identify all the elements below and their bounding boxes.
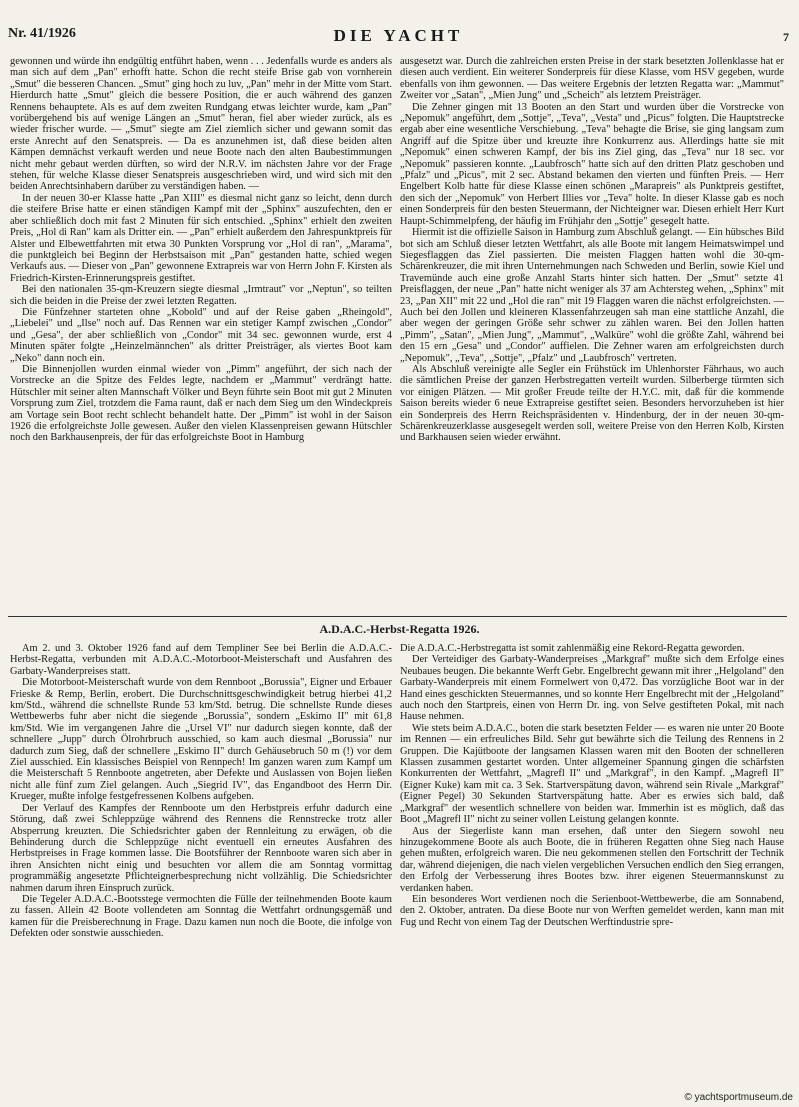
paragraph: ausgesetzt war. Durch die zahlreichen ersten Preise in der stark besetzten Jollenklasse hat er diesen auch verdient. Ein weiterer Sonderpreis für diese Klasse, vom HSV gegeben, wurde ebenfalls von ihm gewonnen. — Das weitere Ergebnis der letzten Regatta war: „Mammut" Zweiter vor „Satan", „Mien Jung" und „Scheich" als letztem Preisträger. (400, 56, 784, 102)
section-heading: A.D.A.C.-Herbst-Regatta 1926. (319, 622, 480, 636)
paragraph: Wie stets beim A.D.A.C., boten die stark besetzten Felder — es waren nie unter 20 Boote im Rennen — ein erfreuliches Bild. Sehr gut bewährte sich die Teilung des Rennens in 2 Gruppen. Die Kajütboote der langsamen Klassen waren mit den Booten der schnelleren Klassen zusammen gestartet worden. Unter allgemeiner Spannung gingen die schärfsten Konkurrenten der Wettfahrt, „Magrefl II" und „Markgraf", in den Kampf. „Magrefl II" (Eigner Kuke) kam mit ca. 3 Sek. Startverspätung davon, während sein Rivale „Markgraf" (Eigner Pegel) 30 Sekunden Startverspätung hatte. Aber es erwies sich bald, daß „Markgraf" der wesentlich schnellere von beiden war. Immerhin ist es möglich, daß das Boot „Magrefl II" nicht zu seiner vollen Leistung gelangen konnte. (400, 722, 784, 826)
top-right-column (400, 56, 784, 611)
bottom-left-column (10, 643, 392, 1080)
paragraph: gewonnen und würde ihn endgültig entführt haben, wenn . . . Jedenfalls wurde es anders als man sich auf dem „Pan" erhofft hatte. Schon die recht steife Brise gab von vornherein „Smut" die besseren Chancen. „Smut" ging hoch zu luv, „Pan" mehr in der Mitte vom Start. Hierdurch hatte „Smut" gleich die bessere Position, die er auch während des ganzen Rennens behauptete. Als es auf dem zweiten Rundgang etwas leichter wurde, kam „Pan" vorübergehend bis auf wenige Längen an „Smut" heran, fiel aber wieder zurück, als es wieder frischer wurde. — „Smut" siegte am Ziel ziemlich sicher und gewann somit das erste Anrecht auf den Senatspreis. — Da es anzunehmen ist, daß diese beiden alten Kämpen demnächst verkauft werden und neue Boote nach den alten Baubestimmungen nicht mehr gebaut werden dürften, so wird der N.R.V. im nächsten Jahre vor der Frage stehen, für welche Klasse dieser Senatspreis ausgeschrieben wird, und wird sich mit den beiden Anrechtsinhabern darüber zu verständigen haben. — (10, 56, 392, 193)
section-divider (8, 616, 787, 617)
paragraph: Die Binnenjollen wurden einmal wieder von „Pimm" angeführt, der sich nach der Vorstrecke an die Spitze des Feldes legte, nachdem er „Mammut" verdrängt hatte. Hütschler mit seiner alten Mannschaft Völker und Beyn führte sein Boot mit gut 2 Minuten Vorsprung zum Ziel, trotzdem die Fama raunt, daß er nach dem Sieg um den Windeckpreis am Vortage sein Boot recht schlecht behandelt hatte. Der „Pimm" ist wohl in der Saison 1926 die erfolgreichste Jolle gewesen. Außer den vielen Klassenpreisen gewann Hütschler noch den Barkhausenpreis, der für das erfolgreichste Boot in Hamburg (10, 363, 392, 444)
top-left-column (10, 56, 392, 611)
page-header (8, 26, 789, 48)
magazine-title: DIE YACHT (333, 26, 464, 45)
paragraph: Die Motorboot-Meisterschaft wurde von dem Rennboot „Borussia", Eigner und Erbauer Frieske & Remp, Berlin, erobert. Die Durchschnittsgeschwindigkeit betrug hierbei 41,2 km/Std., während die schnellste Runde 53 km/Std. betrug. Die schnellste Runde dieses Wettbewerbs fuhr aber nicht die siegende „Borussia", sondern „Eskimo II" mit 61,8 km/Std. Wie im vergangenen Jahre die „Ursel VI" nur dadurch siegen konnte, daß der schnellere „Jupp" durch Ölrohrbruch ausschied, so kam auch diesmal „Borussia" nur dadurch zum Sieg, daß der schnellere „Eskimo II" durch Gehäusebruch 50 m (!) vor dem Ziel ausschied. Ein klassisches Beispiel von Rennpech! Im ganzen waren zum Kampf um die Meisterschaft 5 Rennboote angetreten, aber Defekte und Auslassen von Bojen ließen nicht alle fünf zum Ziel gelangen. Auch „Siegrid IV", das Engandboot des Herrn Dir. Krueger, mußte infolge festgefressenen Kolbens aufgeben. (10, 677, 392, 803)
paragraph: Die A.D.A.C.-Herbstregatta ist somit zahlenmäßig eine Rekord-Regatta geworden. (400, 643, 745, 654)
paragraph: Der Verlauf des Kampfes der Rennboote um den Herbstpreis erfuhr dadurch eine Störung, daß zwei Schleppzüge während des Rennens die Rennstrecke trotz aller Absperrung kreuzten. Die Schiedsrichter gaben der Rennleitung zu erwägen, ob die Behinderung durch die Schleppzüge nicht eventuell ein erneutes Ausfahren des Herbstpreises in Frage kommen lasse. Die Bootsführer der Rennboote waren sich aber in ihren Ansichten nicht einig und besuchten vor allem die am Sonntag vormittag programmäßig angesetzte Pflichteignerbesprechung nicht vollzählig. Die Schiedsrichter nahmen darum ihren Einspruch zurück. (10, 802, 392, 894)
paragraph: Hiermit ist die offizielle Saison in Hamburg zum Abschluß gelangt. — Ein hübsches Bild bot sich am Schluß dieser letzten Wettfahrt, als alle Boote mit langem Heimatswimpel und Siegesflaggen das Ziel passierten. Die meisten Flaggen hatten wohl die 30-qm-Schärenkreuzer, die mit ihren Unternehmungen nach Schweden und Berlin, sowie Kiel und Travemünde auch eine große Anzahl Starts hinter sich hatten. Der „Smut" setzte 41 Preisflaggen, der neue „Pan" hatte nicht weniger als 37 am Achtersteg wehen, „Sphinx" mit 23, „Pan XII" mit 22 und „Hol die ran" mit 19 Flaggen waren die nächst erfolgreichsten. — Auch bei den Jollen und kleineren Klassenfahrzeugen sah man eine stattliche Anzahl, die aber wegen der geringen Größe sehr schwer zu zählen waren. Bei den Jollen hatten „Pimm", „Satan", „Mien Jung", „Mammut", „Walküre" wohl die größte Zahl, während bei den 15 ern „Gesa" und „Condor" auffielen. Die Zehner waren am erfolgreichsten durch „Nepomuk", „Teva", „Sottje", „Pfalz" und „Laubfrosch" vertreten. (400, 227, 784, 364)
bottom-right-column (400, 643, 784, 1080)
paragraph: Als Abschluß vereinigte alle Segler ein Frühstück im Uhlenhorster Fährhaus, wo auch die sämtlichen Preise der ganzen Herbstregatten verteilt wurden. Silberberge türmten sich vor einigen Plätzen. — Mit großer Freude teilte der H.Y.C. mit, daß für die kommende Saison bereits wieder 6 neue Extrapreise gestiftet seien. Besonders hervorzuheben ist hier ein Sonderpreis des Herrn Reichspräsidenten v. Hindenburg, der in der neuen 30-qm-Schärenkreuzerklasse ausgesegelt werden soll, weitere Preise von den Herren Kolb, Kirsten und Barkhausen seien wieder erwähnt. (400, 363, 784, 444)
paragraph: Bei den nationalen 35-qm-Kreuzern siegte diesmal „Irmtraut" vor „Neptun", so teilten sich die beiden in die Preise der zwei letzten Regatten. (10, 284, 392, 307)
paragraph: Der Verteidiger des Garbaty-Wanderpreises „Markgraf" mußte sich dem Erfolge eines Neubaues beugen. Die bekannte Werft Gebr. Engelbrecht gewann mit ihrer „Helgoland" den Garbaty-Wanderpreis mit einem Formelwert von 0,472. Das vorzügliche Boot war in der Hand eines geschickten Steuermannes, und so konnte Herr Engelbrecht mit der „Helgoland" auch noch den Startpreis, einen von Herrn Dr. ing. von Selve gestifteten Pokal, mit nach Hause nehmen. (400, 654, 784, 723)
copyright-credit: © yachtsportmuseum.de (684, 1092, 793, 1103)
page-number: 7 (783, 30, 789, 44)
paragraph: In der neuen 30-er Klasse hatte „Pan XIII" es diesmal nicht ganz so leicht, denn durch die steifere Brise hatte er einen ständigen Kampf mit der „Sphinx" auszufechten, den er aber schließlich doch mit fast 2 Minuten für sich entschied. „Sphinx" erhielt den zweiten Preis, „Hol di Ran" kam als Dritter ein. — „Pan" erhielt außerdem den Jahrespunktpreis für Alster und Elbewettfahrten mit etwa 30 Punkten Vorsprung vor „Hol di ran", „Marama", die punktgleich bei Beginn der Herbstsaison mit „Pan" gestanden hatte, schied wegen Verkaufs aus. — Dieser von „Pan" gewonnene Extrapreis war von Herrn John F. Kirsten als Friedrich-Kirsten-Erinnerungspreis gestiftet. (10, 192, 392, 284)
paragraph: Ein besonderes Wort verdienen noch die Serienboot-Wettbewerbe, die am Sonnabend, den 2. Oktober, antraten. Da diese Boote nur von Werften gemeldet werden, kann man mit Fug und Recht von einem Tag der Deutschen Werftindustrie spre- (400, 893, 784, 928)
paragraph: Am 2. und 3. Oktober 1926 fand auf dem Templiner See bei Berlin die A.D.A.C.-Herbst-Regatta, verbunden mit A.D.A.C.-Motorboot-Meisterschaft und Ausfahren des Garbaty-Wanderpreises statt. (10, 643, 392, 677)
paragraph: Die Zehner gingen mit 13 Booten an den Start und wurden über die Vorstrecke von „Nepomuk" angeführt, dem „Sottje", „Teva", „Vesta" und „Picus" folgten. Die Hauptstrecke ergab aber eine wesentliche Verschiebung. „Teva" behagte die Brise, sie ging langsam zum Angriff auf die Spitze über und kreuzte ihre Konkurrenz aus. Allerdings hatte sie mit „Nepomuk" einen schweren Kampf, der bis ins Ziel ging, das „Teva" nur 18 sec. vor „Nepomuk" passieren konnte. „Laubfrosch" hatte sich auf den dritten Platz geschoben und „Pfalz" und „Picus", mit 2 sec. Abstand bekamen den vierten und fünften Preis. — Herr Engelbert Kolb hatte für diese Klasse einen schönen „Marapreis" als Punktpreis gestiftet, den sich der „Nepomuk" von Herbert Illies vor „Teva" holte. In dieser Klasse gab es noch einen Sonderpreis für den besten Steuermann, der Nichteigner war. Diesen erhielt Herr Kurt Haupt-Schimmelpfeng, der häufig im Frühjahr den „Sottje" gesegelt hatte. (400, 101, 784, 227)
issue-number: Nr. 41/1926 (8, 26, 76, 41)
paragraph: Die Tegeler A.D.A.C.-Bootsstege vermochten die Fülle der teilnehmenden Boote kaum zu fassen. Allein 42 Boote vollendeten am Sonntag die Wettfahrt ordnungsgemäß und kamen für die Preisberechnung in Frage. Dazu kamen nun noch die Boote, die infolge von Defekten oder sonstwie ausschieden. (10, 893, 392, 940)
paragraph: Aus der Siegerliste kann man ersehen, daß unter den Siegern sowohl neu hinzugekommene Boote als auch Boote, die in früheren Regatten ohne Sieg nach Hause gehen mußten, erfolgreich waren. Die neu gekommenen stellen den Fortschritt der Technik dar, während diejenigen, die nach vielen vergeblichen Versuchen endlich den Sieg errangen, den Erfolg der Verbesserung ihres Bootes bzw. ihrer eigenen Steuermannskunst zu verdanken haben. (400, 825, 784, 894)
paragraph: Die Fünfzehner starteten ohne „Kobold" und auf der Reise gaben „Rheingold", „Liebelei" und „Ilse" noch auf. Das Rennen war ein stetiger Kampf zwischen „Condor" und „Gesa", der aber schließlich von „Condor" mit 34 sec. gewonnen wurde, erst 4 Minuten später folgte „Heinzelmännchen" als dritter Preisträger, als viertes Boot kam „Neko" dann noch ein. (10, 306, 392, 364)
